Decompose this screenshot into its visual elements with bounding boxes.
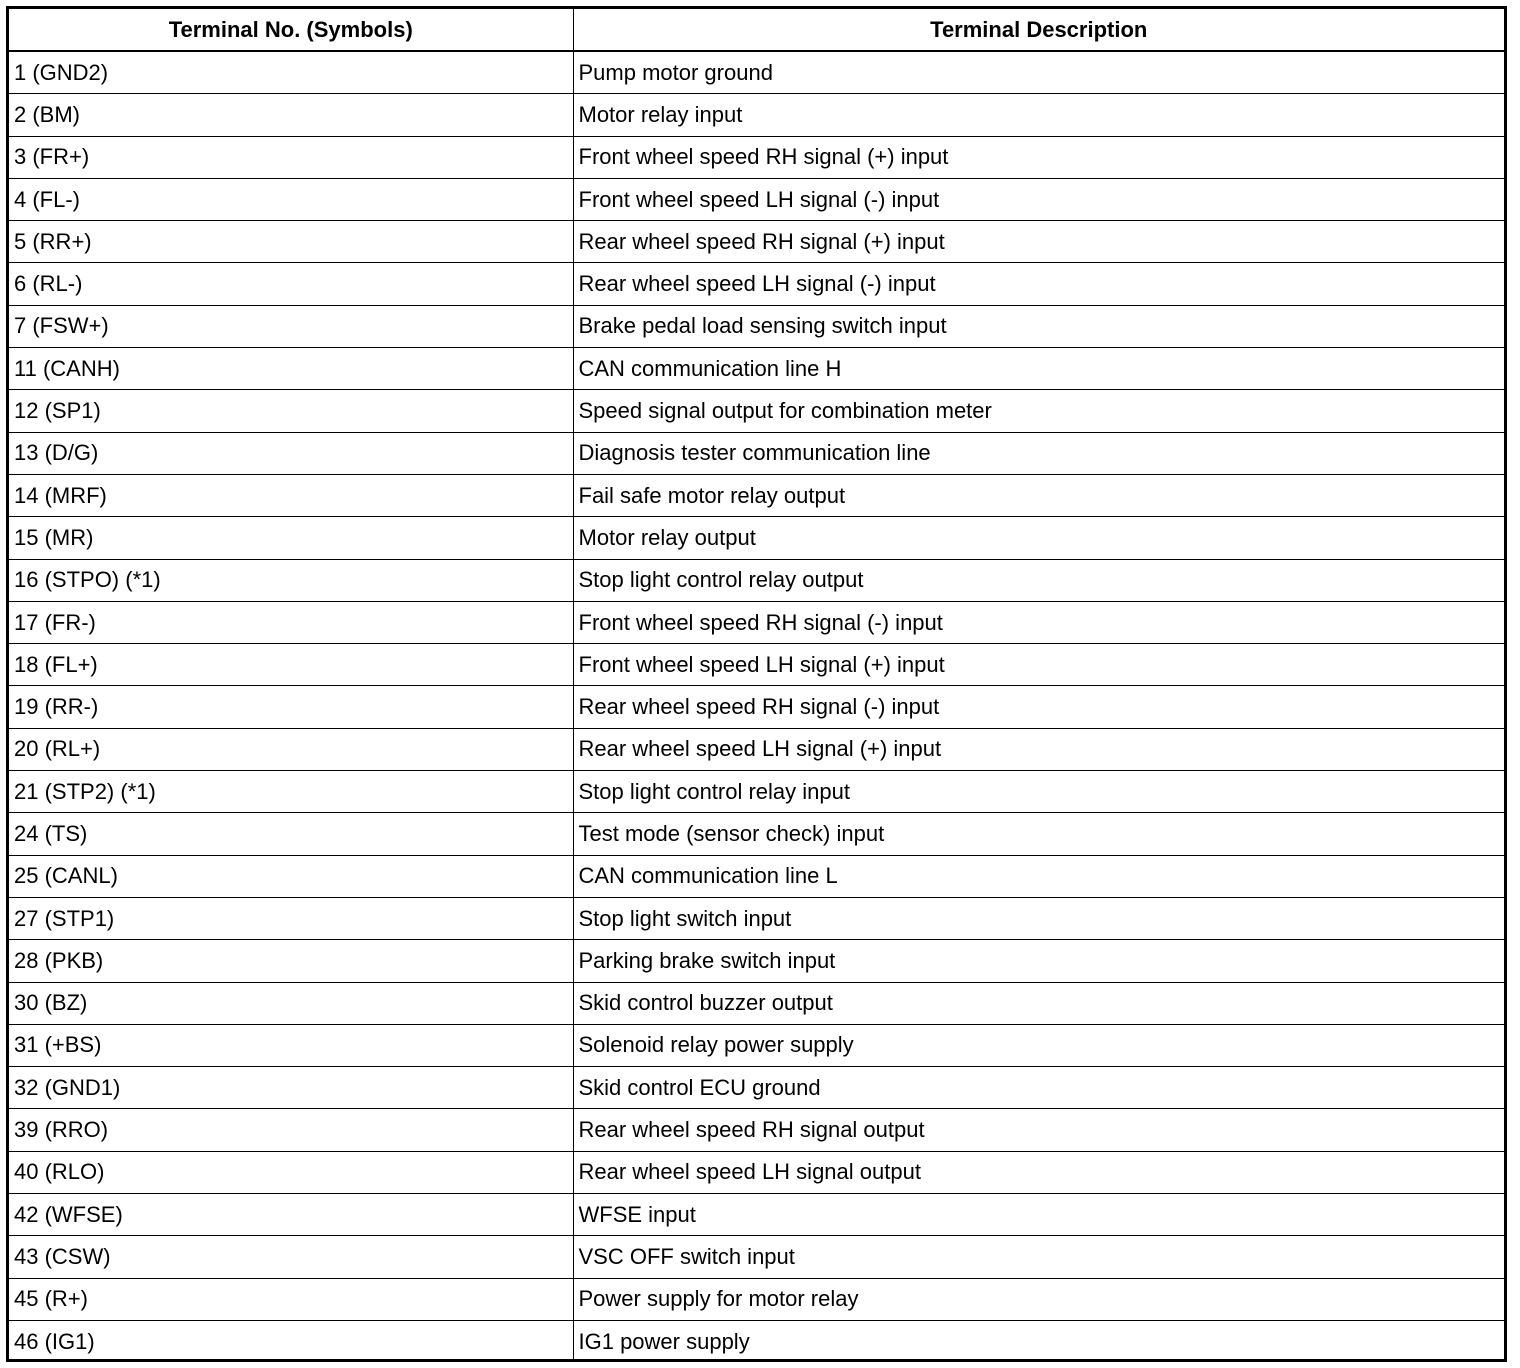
terminal-description-cell: Front wheel speed LH signal (+) input [573,644,1504,686]
terminal-no-cell: 46 (IG1) [9,1320,573,1362]
terminal-no-cell: 31 (+BS) [9,1024,573,1066]
header-terminal-description: Terminal Description [573,9,1504,51]
terminal-description-cell: Speed signal output for combination meter [573,390,1504,432]
terminal-description-cell: Stop light control relay input [573,771,1504,813]
table-row [9,51,1504,94]
terminal-description-cell: Parking brake switch input [573,940,1504,982]
terminal-no-cell: 28 (PKB) [9,940,573,982]
table-row [9,855,1504,897]
table-row [9,1024,1504,1066]
terminal-table [9,9,1504,1362]
table-row [9,517,1504,559]
table-row [9,1194,1504,1236]
table-row [9,348,1504,390]
terminal-description-cell: Front wheel speed RH signal (+) input [573,136,1504,178]
table-row [9,94,1504,136]
terminal-description-cell: Motor relay input [573,94,1504,136]
terminal-no-cell: 27 (STP1) [9,897,573,939]
terminal-no-cell: 30 (BZ) [9,982,573,1024]
terminal-description-cell: VSC OFF switch input [573,1236,1504,1278]
terminal-description-cell: WFSE input [573,1194,1504,1236]
terminal-no-cell: 17 (FR-) [9,601,573,643]
table-row [9,601,1504,643]
terminal-description-cell: Rear wheel speed LH signal (+) input [573,728,1504,770]
terminal-no-cell: 43 (CSW) [9,1236,573,1278]
terminal-no-cell: 2 (BM) [9,94,573,136]
terminal-no-cell: 13 (D/G) [9,432,573,474]
header-terminal-no: Terminal No. (Symbols) [9,9,573,51]
table-row [9,178,1504,220]
table-row [9,686,1504,728]
terminal-description-cell: Pump motor ground [573,51,1504,94]
table-row [9,1278,1504,1320]
terminal-no-cell: 11 (CANH) [9,348,573,390]
terminal-description-cell: Rear wheel speed LH signal output [573,1151,1504,1193]
terminal-no-cell: 40 (RLO) [9,1151,573,1193]
terminal-description-cell: Front wheel speed RH signal (-) input [573,601,1504,643]
terminal-description-cell: Diagnosis tester communication line [573,432,1504,474]
table-row [9,1151,1504,1193]
table-row [9,559,1504,601]
terminal-no-cell: 5 (RR+) [9,221,573,263]
table-row [9,474,1504,516]
terminal-description-cell: Fail safe motor relay output [573,474,1504,516]
table-row [9,136,1504,178]
table-row [9,263,1504,305]
terminal-description-cell: CAN communication line H [573,348,1504,390]
table-row [9,432,1504,474]
table-header-row [9,9,1504,51]
terminal-no-cell: 4 (FL-) [9,178,573,220]
terminal-description-cell: Power supply for motor relay [573,1278,1504,1320]
terminal-description-cell: Stop light control relay output [573,559,1504,601]
terminal-no-cell: 1 (GND2) [9,51,573,94]
terminal-description-cell: Brake pedal load sensing switch input [573,305,1504,347]
terminal-description-cell: Solenoid relay power supply [573,1024,1504,1066]
table-row [9,305,1504,347]
terminal-no-cell: 14 (MRF) [9,474,573,516]
terminal-description-cell: Rear wheel speed RH signal output [573,1109,1504,1151]
terminal-table-frame [6,6,1507,1362]
terminal-description-cell: Stop light switch input [573,897,1504,939]
terminal-description-cell: Rear wheel speed RH signal (-) input [573,686,1504,728]
terminal-no-cell: 19 (RR-) [9,686,573,728]
terminal-no-cell: 42 (WFSE) [9,1194,573,1236]
table-row [9,644,1504,686]
terminal-description-cell: Test mode (sensor check) input [573,813,1504,855]
terminal-description-cell: Skid control buzzer output [573,982,1504,1024]
terminal-no-cell: 15 (MR) [9,517,573,559]
terminal-no-cell: 39 (RRO) [9,1109,573,1151]
terminal-description-cell: IG1 power supply [573,1320,1504,1362]
terminal-no-cell: 32 (GND1) [9,1067,573,1109]
table-row [9,221,1504,263]
terminal-no-cell: 21 (STP2) (*1) [9,771,573,813]
terminal-no-cell: 7 (FSW+) [9,305,573,347]
terminal-description-cell: Skid control ECU ground [573,1067,1504,1109]
table-row [9,940,1504,982]
terminal-no-cell: 24 (TS) [9,813,573,855]
table-row [9,897,1504,939]
terminal-description-cell: CAN communication line L [573,855,1504,897]
terminal-description-cell: Front wheel speed LH signal (-) input [573,178,1504,220]
terminal-no-cell: 12 (SP1) [9,390,573,432]
table-body [9,51,1504,1362]
table-row [9,1109,1504,1151]
terminal-no-cell: 25 (CANL) [9,855,573,897]
table-row [9,1320,1504,1362]
terminal-no-cell: 45 (R+) [9,1278,573,1320]
terminal-no-cell: 3 (FR+) [9,136,573,178]
table-row [9,813,1504,855]
table-row [9,390,1504,432]
terminal-description-cell: Motor relay output [573,517,1504,559]
table-row [9,1236,1504,1278]
terminal-description-cell: Rear wheel speed RH signal (+) input [573,221,1504,263]
terminal-no-cell: 16 (STPO) (*1) [9,559,573,601]
terminal-description-cell: Rear wheel speed LH signal (-) input [573,263,1504,305]
table-row [9,728,1504,770]
terminal-no-cell: 6 (RL-) [9,263,573,305]
table-row [9,982,1504,1024]
table-row [9,1067,1504,1109]
table-row [9,771,1504,813]
terminal-no-cell: 20 (RL+) [9,728,573,770]
terminal-no-cell: 18 (FL+) [9,644,573,686]
